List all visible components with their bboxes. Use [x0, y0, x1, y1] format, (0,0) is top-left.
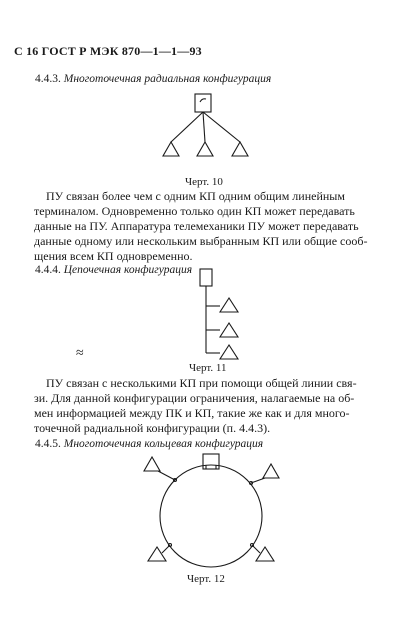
outstation-triangle-left [163, 142, 179, 156]
section-number: 4.4.4. [35, 264, 61, 276]
ring-line [160, 465, 262, 567]
page-header: С 16 ГОСТ Р МЭК 870—1—1—93 [14, 44, 202, 58]
outstation-triangle-3 [220, 345, 238, 359]
stray-mark: ≈ [76, 346, 84, 361]
branch-line-center [203, 112, 205, 142]
para-line: ПУ связан более чем с одним КП одним общим линейным [46, 189, 345, 203]
control-station-mark [200, 99, 206, 102]
branch-line-right [203, 112, 240, 142]
outstation-triangle-bottom-left [148, 547, 166, 561]
para-line: зи. Для данной конфигурации ограничения, налагаемые на об- [34, 391, 355, 405]
para-line: ПУ связан с несколькими КП при помощи общей линии свя- [46, 376, 357, 390]
para-line: точечной радиальной конфигурации (п. 4.4.3). [34, 421, 271, 435]
para-line: терминалом. Одновременно только один КП может передавать [34, 204, 355, 218]
control-station-box [203, 454, 219, 469]
control-station-box [200, 269, 212, 286]
section-heading-4-4-4 [35, 264, 192, 276]
section-title: Многоточечная радиальная конфигурация [63, 73, 272, 85]
para-line: щения всем КП одновременно. [34, 249, 193, 263]
outstation-triangle-2 [220, 323, 238, 337]
outstation-triangle-bottom-right [256, 547, 274, 561]
figure-12-ring-diagram [140, 453, 290, 583]
section-title: Многоточечная кольцевая конфигурация [63, 438, 264, 450]
para-line: мен информацией между ПК и КП, такие же как и для много- [34, 406, 350, 420]
section-title: Цепочечная конфигурация [63, 264, 193, 276]
paragraph-chain-description [34, 376, 390, 436]
section-heading-4-4-3 [35, 73, 271, 85]
branch-line-left [171, 112, 203, 142]
outstation-triangle-top-left [144, 457, 160, 471]
figure-10-caption: Черт. 10 [185, 176, 223, 188]
para-line: данные одному или нескольким выбранным КП или общие сооб- [34, 234, 368, 248]
outstation-triangle-right [232, 142, 248, 156]
figure-12-caption: Черт. 12 [187, 573, 225, 585]
section-number: 4.4.5. [35, 438, 61, 450]
figure-11-chain-diagram [185, 268, 245, 360]
tap-top-left [158, 471, 175, 480]
para-line: данные на ПУ. Аппаратура телемеханики ПУ может передавать [34, 219, 359, 233]
tap-top-right [251, 478, 265, 483]
section-number: 4.4.3. [35, 73, 61, 85]
outstation-triangle-1 [220, 298, 238, 312]
outstation-triangle-top-right [263, 464, 279, 478]
figure-10-radial-diagram [150, 92, 260, 164]
control-station-box [195, 94, 211, 112]
section-heading-4-4-5 [35, 438, 263, 450]
outstation-triangle-center [197, 142, 213, 156]
figure-11-caption: Черт. 11 [189, 362, 227, 374]
paragraph-radial-description [34, 189, 390, 264]
